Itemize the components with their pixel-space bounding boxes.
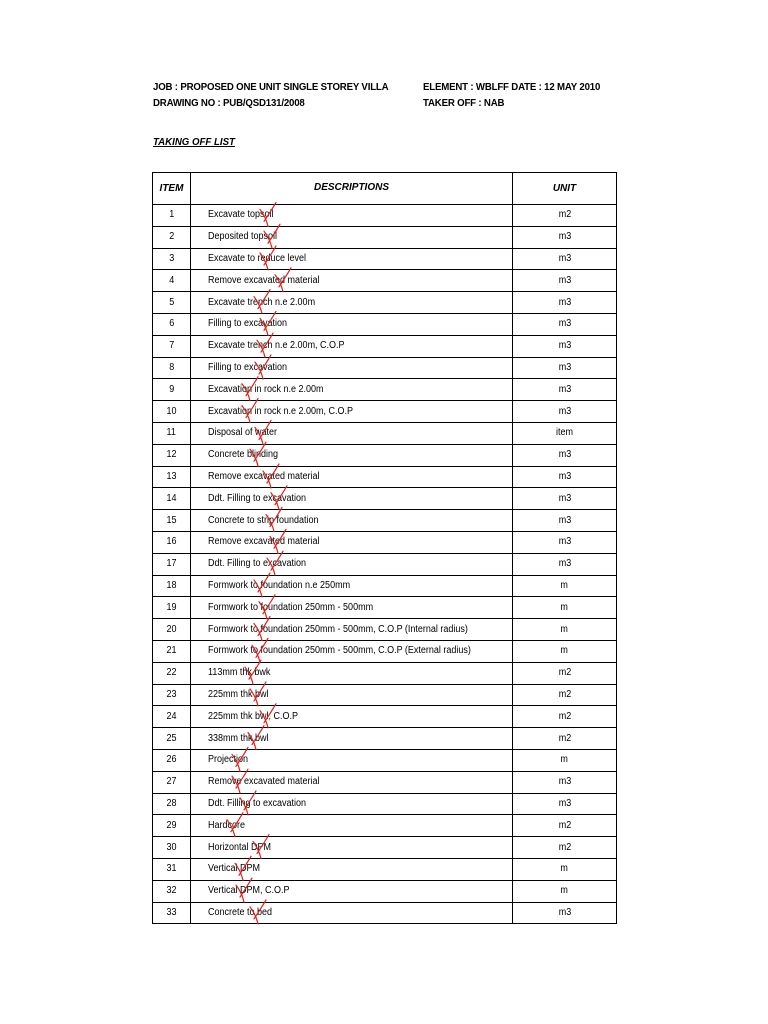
item-description: Hardcore: [191, 815, 513, 837]
item-description: Vertical DPM, C.O.P: [191, 880, 513, 902]
item-description: Concrete to strip foundation: [191, 510, 513, 532]
item-number: 25: [153, 728, 191, 750]
table-row: [153, 880, 617, 902]
item-unit: m2: [513, 728, 617, 750]
item-number: 30: [153, 837, 191, 859]
item-unit: m3: [513, 292, 617, 314]
item-unit: m: [513, 575, 617, 597]
table-row: [153, 422, 617, 444]
item-number: 29: [153, 815, 191, 837]
table-row: [153, 531, 617, 553]
column-header-unit: UNIT: [513, 173, 617, 205]
item-description: Formwork to foundation 250mm - 500mm, C.O.P (External radius): [191, 640, 513, 662]
item-number: 7: [153, 335, 191, 357]
item-description: Excavate topsoil: [191, 205, 513, 227]
item-description: Excavation in rock n.e 2.00m, C.O.P: [191, 401, 513, 423]
item-unit: m3: [513, 771, 617, 793]
item-number: 8: [153, 357, 191, 379]
item-number: 17: [153, 553, 191, 575]
item-number: 16: [153, 531, 191, 553]
table-row: [153, 815, 617, 837]
item-description: Concrete blinding: [191, 444, 513, 466]
item-number: 33: [153, 902, 191, 924]
table-row: [153, 466, 617, 488]
item-unit: m2: [513, 684, 617, 706]
item-description: Ddt. Filling to excavation: [191, 553, 513, 575]
table-row: [153, 902, 617, 924]
item-description: 113mm thk bwk: [191, 662, 513, 684]
item-unit: m: [513, 749, 617, 771]
table-row: [153, 771, 617, 793]
item-unit: m: [513, 619, 617, 641]
item-unit: m3: [513, 357, 617, 379]
item-number: 22: [153, 662, 191, 684]
table-row: [153, 662, 617, 684]
item-description: 225mm thk bwl: [191, 684, 513, 706]
item-number: 5: [153, 292, 191, 314]
item-unit: m: [513, 880, 617, 902]
table-row: [153, 226, 617, 248]
item-unit: m3: [513, 510, 617, 532]
table-row: [153, 401, 617, 423]
item-unit: item: [513, 422, 617, 444]
item-unit: m2: [513, 837, 617, 859]
item-description: Remove excavated material: [191, 270, 513, 292]
item-number: 18: [153, 575, 191, 597]
item-unit: m3: [513, 248, 617, 270]
item-description: Excavate trench n.e 2.00m: [191, 292, 513, 314]
table-row: [153, 379, 617, 401]
item-number: 28: [153, 793, 191, 815]
item-description: Formwork to foundation n.e 250mm: [191, 575, 513, 597]
item-number: 1: [153, 205, 191, 227]
item-description: Ddt. Filling to excavation: [191, 488, 513, 510]
item-number: 4: [153, 270, 191, 292]
taking-off-list-title: TAKING OFF LIST: [153, 136, 235, 148]
table-row: [153, 706, 617, 728]
item-number: 11: [153, 422, 191, 444]
item-description: Formwork to foundation 250mm - 500mm: [191, 597, 513, 619]
table-row: [153, 248, 617, 270]
item-description: Remove excavated material: [191, 771, 513, 793]
table-row: [153, 597, 617, 619]
item-number: 3: [153, 248, 191, 270]
table-row: [153, 313, 617, 335]
table-row: [153, 444, 617, 466]
table-row: [153, 357, 617, 379]
item-unit: m: [513, 640, 617, 662]
job-title: JOB : PROPOSED ONE UNIT SINGLE STOREY VILLA: [153, 81, 389, 93]
item-description: Concrete to bed: [191, 902, 513, 924]
item-description: Remove excavated material: [191, 531, 513, 553]
table-row: [153, 292, 617, 314]
item-unit: m3: [513, 226, 617, 248]
table-row: [153, 640, 617, 662]
item-description: Projection: [191, 749, 513, 771]
item-description: Horizontal DPM: [191, 837, 513, 859]
item-number: 20: [153, 619, 191, 641]
item-number: 15: [153, 510, 191, 532]
table-row: [153, 728, 617, 750]
table-row: [153, 749, 617, 771]
table-row: [153, 553, 617, 575]
column-header-item: ITEM: [153, 173, 191, 205]
item-unit: m3: [513, 902, 617, 924]
item-number: 14: [153, 488, 191, 510]
item-unit: m3: [513, 531, 617, 553]
item-description: Excavate trench n.e 2.00m, C.O.P: [191, 335, 513, 357]
table-row: [153, 858, 617, 880]
table-row: [153, 335, 617, 357]
item-number: 24: [153, 706, 191, 728]
item-unit: m3: [513, 335, 617, 357]
table-row: [153, 619, 617, 641]
item-number: 32: [153, 880, 191, 902]
item-number: 27: [153, 771, 191, 793]
item-number: 12: [153, 444, 191, 466]
table-row: [153, 488, 617, 510]
table-row: [153, 793, 617, 815]
item-description: Disposal of water: [191, 422, 513, 444]
item-description: Vertical DPM: [191, 858, 513, 880]
item-unit: m2: [513, 662, 617, 684]
item-number: 19: [153, 597, 191, 619]
item-number: 31: [153, 858, 191, 880]
table-row: [153, 270, 617, 292]
item-description: Excavate to reduce level: [191, 248, 513, 270]
item-description: Filling to excavation: [191, 313, 513, 335]
drawing-number: DRAWING NO : PUB/QSD131/2008: [153, 97, 305, 109]
table-row: [153, 837, 617, 859]
item-unit: m3: [513, 444, 617, 466]
item-unit: m3: [513, 401, 617, 423]
table-row: [153, 684, 617, 706]
item-description: Filling to excavation: [191, 357, 513, 379]
item-description: 225mm thk bwl, C.O.P: [191, 706, 513, 728]
item-unit: m3: [513, 466, 617, 488]
item-unit: m2: [513, 706, 617, 728]
table-row: [153, 205, 617, 227]
table-row: [153, 575, 617, 597]
item-number: 23: [153, 684, 191, 706]
item-unit: m3: [513, 793, 617, 815]
item-number: 26: [153, 749, 191, 771]
item-unit: m: [513, 858, 617, 880]
item-unit: m2: [513, 815, 617, 837]
item-unit: m: [513, 597, 617, 619]
item-number: 13: [153, 466, 191, 488]
item-unit: m3: [513, 553, 617, 575]
item-unit: m3: [513, 379, 617, 401]
item-unit: m3: [513, 313, 617, 335]
item-description: Formwork to foundation 250mm - 500mm, C.O.P (Internal radius): [191, 619, 513, 641]
item-unit: m3: [513, 270, 617, 292]
item-description: Remove excavated material: [191, 466, 513, 488]
table-header-row: [153, 173, 617, 205]
item-description: Excavation in rock n.e 2.00m: [191, 379, 513, 401]
item-description: 338mm thk bwl: [191, 728, 513, 750]
item-number: 2: [153, 226, 191, 248]
item-number: 10: [153, 401, 191, 423]
taker-off: TAKER OFF : NAB: [423, 97, 505, 109]
item-number: 9: [153, 379, 191, 401]
taking-off-table: [152, 172, 617, 924]
item-description: Ddt. Filling to excavation: [191, 793, 513, 815]
item-unit: m3: [513, 488, 617, 510]
item-number: 21: [153, 640, 191, 662]
column-header-descriptions: DESCRIPTIONS: [191, 173, 513, 205]
item-number: 6: [153, 313, 191, 335]
item-unit: m2: [513, 205, 617, 227]
element-and-date: ELEMENT : WBLFF DATE : 12 MAY 2010: [423, 81, 601, 93]
item-description: Deposited topsoil: [191, 226, 513, 248]
table-row: [153, 510, 617, 532]
